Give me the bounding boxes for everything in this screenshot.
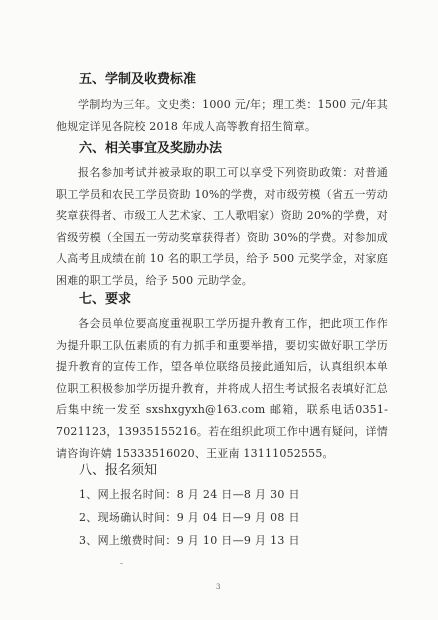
registration-item-onsite: 2、现场确认时间：9 月 04 日—9 月 08 日 [79, 511, 300, 524]
page-number: 3 [216, 583, 221, 591]
section-7-body: 各会员单位要高度重视职工学历提升教育工作，把此项工作作为提升职工队伍素质的有力抓手和重要举措，要切实做好职工学历提升教育的宣传工作，望各单位联络员接此通知后，认真组织本单位职工积极参加学历提升教育，并将成人招生考试报名表填好汇总后集中统一发至 sxshxgyxh@163.com 邮箱，联系电话0351-7021123，13935155216。若在组织此项工作中遇有疑问，详情请咨询许婧 15333516020、王亚南 13111052555。 [56, 317, 388, 460]
section-6-body: 报名参加考试并被录取的职工可以享受下列资助政策：对普通职工学员和农民工学员资助 10%的学费，对市级劳模（省五一劳动奖章获得者、市级工人艺术家、工人歌唱家）资助 20%的学费，对省级劳模（全国五一劳动奖章获得者）资助 30%的学费。对参加成人高考且成绩在前 10 名的职工学员，给予 500 元奖学金，对家庭困难的职工学员，给予 500 元助学金。 [56, 166, 388, 287]
section-7-heading: 七、要求 [79, 292, 132, 307]
section-8-heading: 八、报名须知 [79, 463, 158, 478]
scan-speck [120, 563, 123, 564]
section-6-heading: 六、相关事宜及奖励办法 [79, 141, 223, 156]
section-5-body: 学制均为三年。文史类：1000 元/年；理工类：1500 元/年其他规定详见各院校 2018 年成人高等教育招生简章。 [56, 98, 388, 133]
section-5-heading: 五、学制及收费标准 [79, 72, 197, 87]
registration-item-payment: 3、网上缴费时间：9 月 10 日—9 月 13 日 [79, 534, 300, 547]
registration-item-online: 1、网上报名时间：8 月 24 日—8 月 30 日 [79, 488, 300, 501]
